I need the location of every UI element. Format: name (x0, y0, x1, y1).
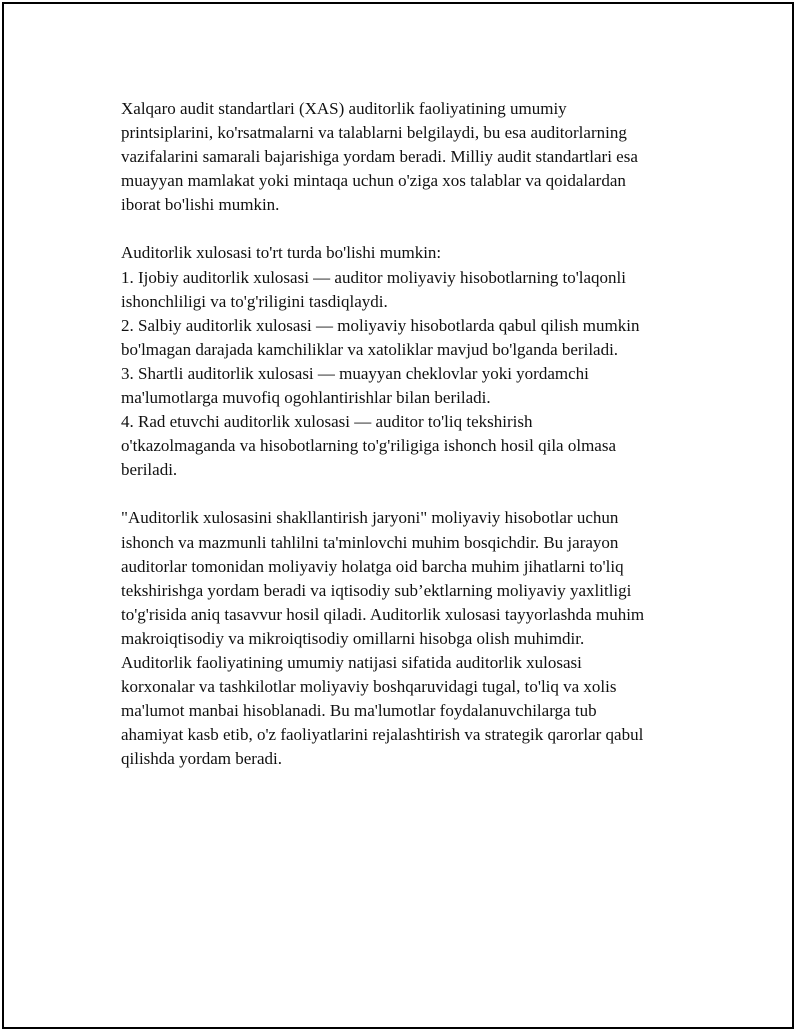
text-line: auditorlar tomonidan moliyaviy holatga oid barcha muhim jihatlarni to'liq (121, 556, 624, 576)
document-body (121, 97, 701, 771)
text-line: ahamiyat kasb etib, o'z faoliyatlarini rejalashtirish va strategik qarorlar qabul (121, 725, 644, 745)
text-line: ma'lumotlarga muvofiq ogohlantirishlar bilan beriladi. (121, 388, 491, 408)
conclusion-types-list (121, 241, 701, 482)
text-line: makroiqtisodiy va mikroiqtisodiy omillarni hisobga olish muhimdir. (121, 628, 585, 648)
list-intro: Auditorlik xulosasi to'rt turda bo'lishi mumkin: (121, 243, 442, 263)
text-line: qilishda yordam beradi. (121, 749, 282, 769)
text-line: 4. Rad etuvchi auditorlik xulosasi — auditor to'liq tekshirish (121, 412, 533, 432)
text-line: muayyan mamlakat yoki mintaqa uchun o'ziga xos talablar va qoidalardan (121, 171, 626, 191)
text-line: korxonalar va tashkilotlar moliyaviy boshqaruvidagi tugal, to'liq va xolis (121, 677, 617, 697)
text-line: 1. Ijobiy auditorlik xulosasi — auditor moliyaviy hisobotlarning to'laqonli (121, 267, 626, 287)
text-line: tekshirishga yordam beradi va iqtisodiy sub’ektlarning moliyaviy yaxlitligi (121, 580, 632, 600)
paragraph-spacer (121, 217, 701, 241)
text-line: beriladi. (121, 460, 178, 480)
paragraph-spacer (121, 482, 701, 506)
paragraph-standards (121, 97, 701, 217)
text-line: Auditorlik faoliyatining umumiy natijasi sifatida auditorlik xulosasi (121, 652, 582, 672)
text-line: vazifalarini samarali bajarishiga yordam beradi. Milliy audit standartlari esa (121, 147, 638, 167)
text-line: iborat bo'lishi mumkin. (121, 195, 280, 215)
text-line: "Auditorlik xulosasini shakllantirish jaryoni" moliyaviy hisobotlar uchun (121, 508, 619, 528)
text-line: 3. Shartli auditorlik xulosasi — muayyan cheklovlar yoki yordamchi (121, 363, 589, 383)
list-item (121, 314, 701, 362)
text-line: Xalqaro audit standartlari (XAS) auditorlik faoliyatining umumiy (121, 99, 567, 118)
list-item (121, 266, 701, 314)
text-line: to'g'risida aniq tasavvur hosil qiladi. Auditorlik xulosasi tayyorlashda muhim (121, 604, 645, 624)
text-line: ma'lumot manbai hisoblanadi. Bu ma'lumotlar foydalanuvchilarga tub (121, 701, 597, 721)
text-line: printsiplarini, ko'rsatmalarni va talablarni belgilaydi, bu esa auditorlarning (121, 123, 627, 143)
list-item (121, 362, 701, 410)
text-line: 2. Salbiy auditorlik xulosasi — moliyaviy hisobotlarda qabul qilish mumkin (121, 315, 640, 335)
text-line: ishonchliligi va to'g'riligini tasdiqlaydi. (121, 291, 388, 311)
text-line: o'tkazolmaganda va hisobotlarning to'g'riligiga ishonch hosil qila olmasa (121, 436, 617, 456)
page-frame (2, 2, 794, 1029)
paragraph-process (121, 506, 701, 771)
list-item (121, 410, 701, 482)
text-line: bo'lmagan darajada kamchiliklar va xatoliklar mavjud bo'lganda beriladi. (121, 339, 619, 359)
text-line: ishonch va mazmunli tahlilni ta'minlovchi muhim bosqichdir. Bu jarayon (121, 532, 619, 552)
